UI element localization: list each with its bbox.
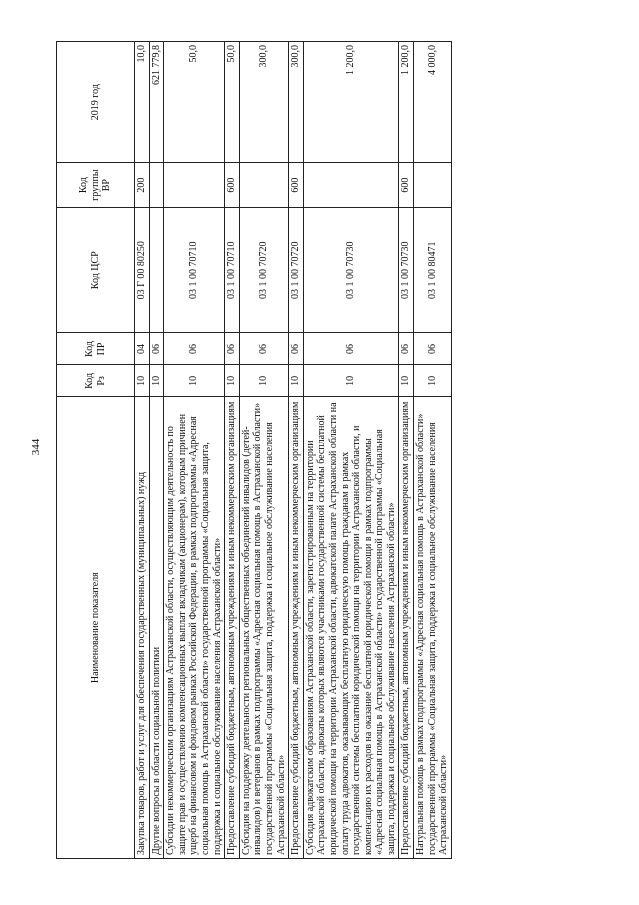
table-body — [135, 42, 452, 859]
cell-csr: 03 1 00 70730 — [399, 207, 414, 333]
cell-vr: 600 — [399, 163, 414, 208]
cell-rz: 10 — [289, 365, 304, 397]
cell-csr: 03 1 00 70710 — [164, 207, 225, 333]
cell-pr: 06 — [414, 333, 452, 365]
header-vr: Код группы ВР — [57, 163, 135, 208]
cell-pr: 06 — [225, 333, 240, 365]
cell-pr: 06 — [239, 333, 288, 365]
cell-name: Закупка товаров, работ и услуг для обеспечения государственных (муниципальных) нужд — [135, 397, 150, 859]
cell-amount: 10,0 — [135, 42, 150, 163]
header-rz: Код Рз — [57, 365, 135, 397]
budget-table — [56, 41, 452, 859]
cell-csr: 03 Г 00 80250 — [135, 207, 150, 333]
cell-csr: 03 1 00 70720 — [239, 207, 288, 333]
cell-rz: 10 — [149, 365, 164, 397]
cell-amount: 621 779,8 — [149, 42, 164, 163]
cell-amount: 4 000,0 — [414, 42, 452, 163]
cell-pr: 06 — [149, 333, 164, 365]
cell-name: Субсидия адвокатским образованиям Астраханской области, зарегистрированным на территории Астраханской области, адвокаты которых являются участниками государственной системы бесплатной юридической помощи на территории Астраханской области, адвокатской палате Астраханской области на оплату труда адвокатов, оказывающих бесплатную юридическую помощь гражданам в рамках государственной системы бесплатной юридической помощи на территории Астраханской области, и компенсацию их расходов на оказание бесплатной юридической помощи в рамках подпрограммы «Адресная социальная помощь в Астраханской области» государственной программы «Социальная защита, поддержка и социальное обслуживание населения Астраханской области» — [303, 397, 399, 859]
cell-rz: 10 — [239, 365, 288, 397]
table-row — [303, 42, 399, 859]
cell-rz: 10 — [303, 365, 399, 397]
cell-vr — [164, 163, 225, 208]
cell-vr — [149, 163, 164, 208]
table-row — [149, 42, 164, 859]
table-row — [225, 42, 240, 859]
page-number: 344 — [30, 438, 42, 456]
table-row — [239, 42, 288, 859]
cell-name: Другие вопросы в области социальной политики — [149, 397, 164, 859]
table-row — [399, 42, 414, 859]
table-row — [289, 42, 304, 859]
cell-pr: 06 — [289, 333, 304, 365]
header-name: Наименование показателя — [57, 397, 135, 859]
header-csr: Код ЦСР — [57, 207, 135, 333]
table-row — [414, 42, 452, 859]
table-row — [164, 42, 225, 859]
cell-csr: 03 1 00 70730 — [303, 207, 399, 333]
cell-csr: 03 1 00 70720 — [289, 207, 304, 333]
cell-pr: 06 — [399, 333, 414, 365]
cell-vr: 600 — [225, 163, 240, 208]
cell-name: Натуральная помощь в рамках подпрограммы «Адресная социальная помощь в Астраханской области» государственной программы «Социальная защита, поддержка и социальное обслуживание населения Астраханской области» — [414, 397, 452, 859]
cell-amount: 1 200,0 — [399, 42, 414, 163]
cell-amount: 1 200,0 — [303, 42, 399, 163]
cell-vr — [414, 163, 452, 208]
cell-amount: 50,0 — [164, 42, 225, 163]
header-year: 2019 год — [57, 42, 135, 163]
cell-vr: 200 — [135, 163, 150, 208]
cell-vr — [239, 163, 288, 208]
cell-name: Субсидия на поддержку деятельности региональных общественных объединений инвалидов (детей-инвалидов) и ветеранов в рамках подпрограммы «Адресная социальная помощь в Астраханской области» государственной программы «Социальная защита, поддержка и социальное обслуживание населения Астраханской области» — [239, 397, 288, 859]
cell-rz: 10 — [399, 365, 414, 397]
cell-name: Предоставление субсидий бюджетным, автономным учреждениям и иным некоммерческим организациям — [399, 397, 414, 859]
cell-amount: 300,0 — [239, 42, 288, 163]
header-pr: Код ПР — [57, 333, 135, 365]
cell-rz: 10 — [414, 365, 452, 397]
cell-rz: 10 — [225, 365, 240, 397]
cell-pr: 04 — [135, 333, 150, 365]
cell-amount: 50,0 — [225, 42, 240, 163]
cell-vr: 600 — [289, 163, 304, 208]
cell-name: Предоставление субсидий бюджетным, автономным учреждениям и иным некоммерческим организациям — [225, 397, 240, 859]
cell-csr: 03 1 00 70710 — [225, 207, 240, 333]
cell-rz: 10 — [135, 365, 150, 397]
cell-csr: 03 1 00 80471 — [414, 207, 452, 333]
table-header-row — [57, 42, 135, 859]
cell-rz: 10 — [164, 365, 225, 397]
cell-pr: 06 — [164, 333, 225, 365]
cell-vr — [303, 163, 399, 208]
cell-name: Субсидии некоммерческим организациям Астраханской области, осуществляющим деятельность по защите прав и осуществлению компенсационных выплат вкладчикам (акционерам), которым причинен ущерб на финансовом и фондовом рынках Российской Федерации, в рамках подпрограммы «Адресная социальная помощь в Астраханской области» государственной программы «Социальная защита, поддержка и социальное обслуживание населения Астраханской области» — [164, 397, 225, 859]
cell-csr — [149, 207, 164, 333]
cell-amount: 300,0 — [289, 42, 304, 163]
cell-pr: 06 — [303, 333, 399, 365]
cell-name: Предоставление субсидий бюджетным, автономным учреждениям и иным некоммерческим организациям — [289, 397, 304, 859]
table-row — [135, 42, 150, 859]
